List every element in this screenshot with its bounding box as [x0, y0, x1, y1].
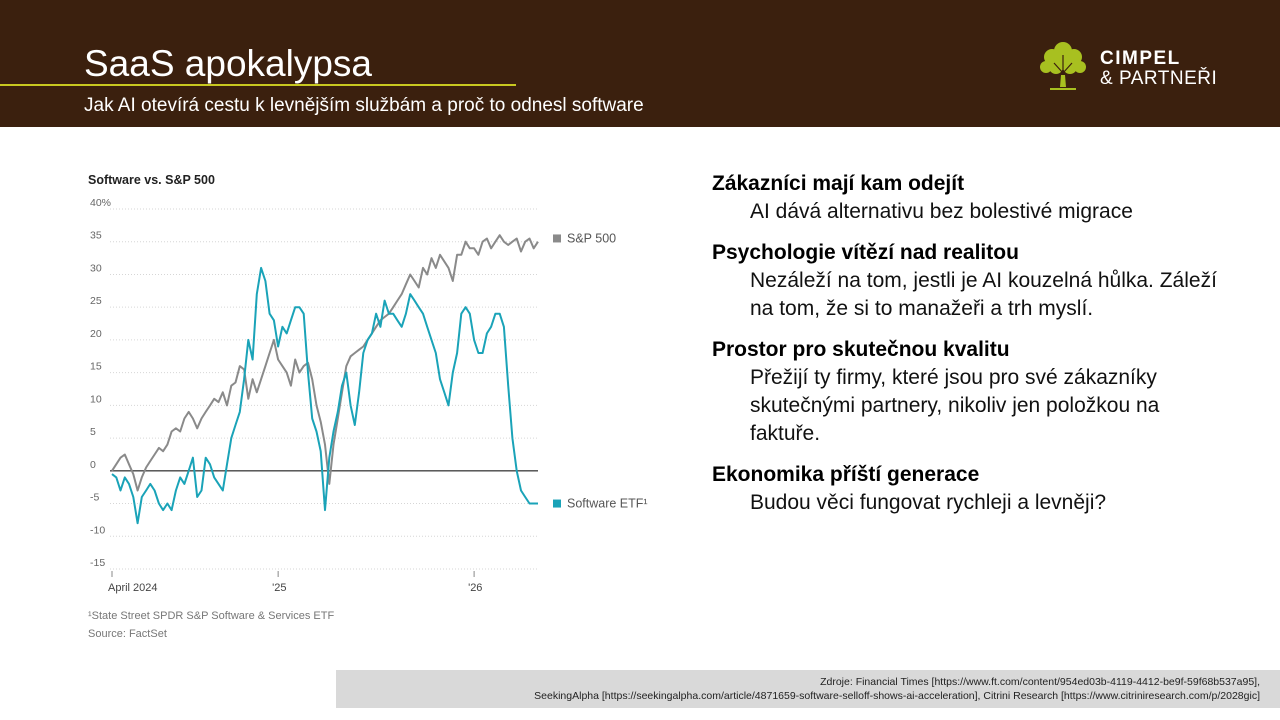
y-tick-label: 25 [90, 295, 102, 308]
x-tick-label: '25 [272, 582, 287, 594]
sources-text [534, 675, 1260, 703]
key-point [712, 336, 1232, 448]
chart-title: Software vs. S&P 500 [88, 173, 215, 187]
key-point [712, 170, 1232, 226]
company-logo [1034, 37, 1254, 95]
y-tick-label: 20 [90, 327, 102, 340]
logo-line-2: & PARTNEŘI [1100, 68, 1218, 89]
logo-wordmark [1100, 49, 1217, 89]
y-tick-label: -15 [90, 557, 106, 569]
title-underline [0, 84, 516, 86]
y-tick-label: 35 [90, 229, 102, 242]
y-tick-label: -5 [90, 491, 100, 504]
key-point-heading: Prostor pro skutečnou kvalitu [712, 338, 1010, 361]
key-point-text: Budou věci fungovat rychleji a levněji? [750, 491, 1107, 514]
sp500-line [112, 235, 538, 490]
chart-figure [80, 160, 650, 650]
y-tick-label: 10 [90, 393, 102, 406]
key-point-heading: Zákazníci mají kam odejít [712, 172, 965, 195]
sources-line-1: Zdroje: Financial Times [https://www.ft.com/content/954ed03b-4119-4412-be9f-59f68b537a95], [820, 676, 1260, 688]
legend-label: S&P 500 [567, 231, 617, 246]
key-point-heading: Psychologie vítězí nad realitou [712, 241, 1019, 264]
y-tick-label: 0 [90, 458, 96, 471]
sources-line-2: SeekingAlpha [https://seekingalpha.com/article/4871659-software-selloff-shows-ai-acceleration], Citrini Research [https://www.citriniresearch.com/p/2028gic] [534, 690, 1260, 702]
chart-footnote: ¹State Street SPDR S&P Software & Services ETF [88, 610, 335, 622]
x-tick-label: April 2024 [108, 582, 158, 594]
key-point-text: Přežijí ty firmy, které jsou pro své zákazníky skutečnými partnery, nikoliv jen položkou na faktuře. [750, 366, 1160, 445]
key-points [712, 170, 1232, 530]
legend-swatch [553, 234, 561, 242]
chart-source: Source: FactSet [88, 628, 167, 640]
header-bar [0, 0, 1280, 127]
key-point [712, 239, 1232, 323]
logo-line-1: CIMPEL [1100, 48, 1181, 69]
legend-swatch [553, 500, 561, 508]
line-chart [80, 160, 650, 650]
y-tick-label: 40% [90, 197, 112, 209]
legend-label: Software ETF¹ [567, 496, 648, 511]
y-tick-label: 5 [90, 426, 96, 439]
slide-title: SaaS apokalypsa [84, 43, 372, 84]
y-tick-label: 15 [90, 360, 102, 373]
key-point [712, 461, 1232, 517]
key-point-text: Nezáleží na tom, jestli je AI kouzelná hůlka. Záleží na tom, že si to manažeři a trh myslí. [750, 269, 1217, 320]
slide-subtitle: Jak AI otevírá cestu k levnějším službám a proč to odnesl software [84, 95, 644, 116]
key-point-heading: Ekonomika příští generace [712, 463, 980, 486]
key-point-text: AI dává alternativu bez bolestivé migrace [750, 200, 1133, 223]
software-etf-line [112, 268, 538, 523]
y-tick-label: 30 [90, 262, 102, 275]
x-tick-label: '26 [468, 582, 483, 594]
tree-logo-icon [1034, 37, 1092, 95]
sources-box [336, 670, 1280, 708]
y-tick-label: -10 [90, 524, 106, 537]
